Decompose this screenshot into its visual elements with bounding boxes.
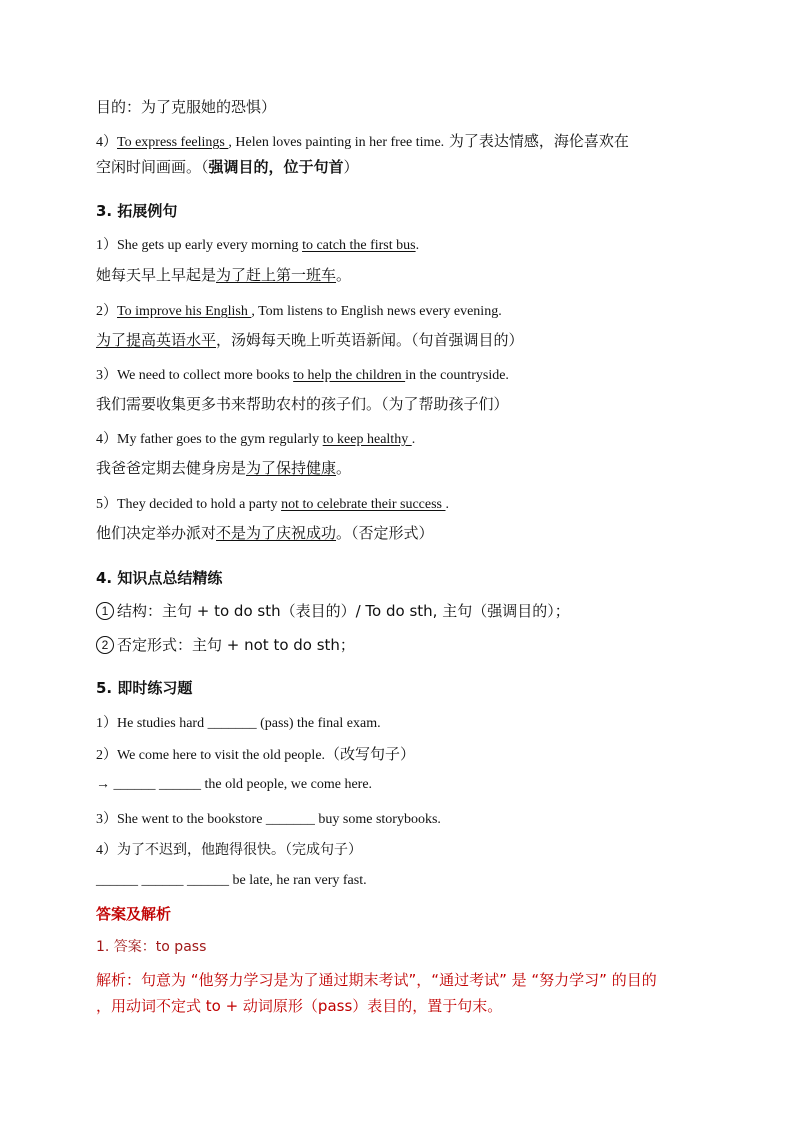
exercise-2-rewrite bbox=[96, 777, 706, 793]
sentence-5-zh: 他们决定举办派对不是为了庆祝成功。（否定形式） bbox=[96, 524, 434, 542]
knowledge-point-1: 1 结构：主句 + to do sth（表目的）/ To do sth, 主句（强调目的）； bbox=[96, 600, 706, 621]
example-4-underlined: To express feelings bbox=[117, 135, 229, 150]
answers-heading: 答案及解析 bbox=[96, 905, 172, 923]
sentence-1-en: 1）She gets up early every morning to catch the first bus. bbox=[96, 238, 420, 253]
emphasis-note: 强调目的，位于句首 bbox=[208, 158, 344, 176]
sentence-3-en: 3）We need to collect more books to help the children in the countryside. bbox=[96, 368, 509, 383]
answer-1-explanation-2: ，用动词不定式 to + 动词原形（pass）表目的，置于句末。 bbox=[96, 997, 503, 1015]
exercise-4-blanks: ______ ______ ______ be late, he ran very fast. bbox=[96, 873, 367, 888]
arrow-icon: → ______ ______ the old people, we come here. bbox=[96, 777, 373, 792]
sentence-4-en: 4）My father goes to the gym regularly to keep healthy . bbox=[96, 432, 416, 447]
sentence-4-zh: 我爸爸定期去健身房是为了保持健康。 bbox=[96, 459, 352, 477]
exercise-2: 2）We come here to visit the old people.（改写句子） bbox=[96, 745, 416, 763]
example-4-line: 4）To express feelings , Helen loves painting in her free time. 为了表达情感，海伦喜欢在 bbox=[96, 132, 629, 150]
section-5-heading: 5. 即时练习题 bbox=[96, 679, 193, 697]
knowledge-point-2: 2 否定形式：主句 + not to do sth； bbox=[96, 634, 706, 655]
sentence-1-zh: 她每天早上早起是为了赶上第一班车。 bbox=[96, 266, 352, 284]
circled-number-1: 1 bbox=[96, 602, 114, 620]
example-4-line-2: 空闲时间画画。（强调目的，位于句首） bbox=[96, 158, 359, 176]
exercise-1: 1）He studies hard _______ (pass) the final exam. bbox=[96, 716, 381, 731]
sentence-3-zh: 我们需要收集更多书来帮助农村的孩子们。（为了帮助孩子们） bbox=[96, 395, 509, 413]
section-4-heading: 4. 知识点总结精练 bbox=[96, 569, 223, 587]
sentence-2-en: 2）To improve his English , Tom listens to English news every evening. bbox=[96, 304, 502, 319]
sentence-5-en: 5）They decided to hold a party not to celebrate their success . bbox=[96, 497, 449, 512]
sentence-2-zh: 为了提高英语水平，汤姆每天晚上听英语新闻。（句首强调目的） bbox=[96, 331, 524, 349]
circled-number-2: 2 bbox=[96, 636, 114, 654]
section-3-heading: 3. 拓展例句 bbox=[96, 202, 178, 220]
exercise-4: 4）为了不迟到，他跑得很快。（完成句子） bbox=[96, 843, 362, 858]
intro-line-purpose: 目的：为了克服她的恐惧） bbox=[96, 98, 277, 116]
exercise-3: 3）She went to the bookstore _______ buy some storybooks. bbox=[96, 812, 441, 827]
answer-1: 1. 答案：to pass bbox=[96, 939, 207, 955]
answer-1-explanation: 解析：句意为 “他努力学习是为了通过期末考试”，“通过考试” 是 “努力学习” 的目的 bbox=[96, 971, 657, 989]
